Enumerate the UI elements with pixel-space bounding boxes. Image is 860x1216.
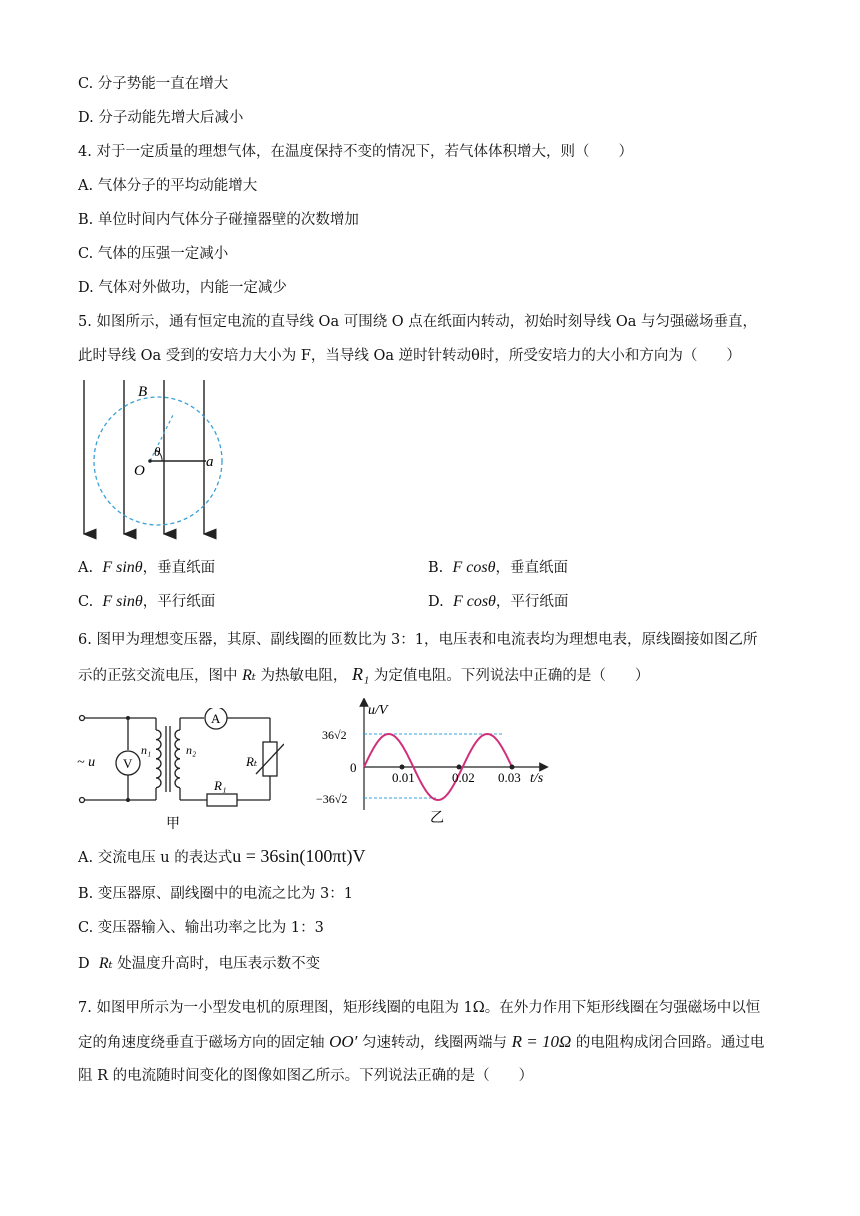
q6-circuit-caption: 甲 — [166, 817, 180, 832]
q5-fig-label-o: O — [134, 463, 145, 479]
q3-option-d: D. 分子动能先增大后减小 — [78, 110, 244, 126]
q6-ammeter-label: A — [211, 711, 221, 726]
q5-fig-label-theta: θ — [154, 444, 161, 459]
q5-fig-label-b: B — [138, 384, 148, 400]
q6-stem-line2: 示的正弦交流电压，图中 Rₜ 为热敏电阻， R₁ 为定值电阻。下列说法中正确的是（ ） — [78, 664, 650, 684]
q6-option-c: C. 变压器输入、输出功率之比为 1：3 — [78, 920, 324, 936]
q6-n1-label: n₁ — [141, 743, 152, 757]
q7-stem-line3: 阻 R 的电流随时间变化的图像如图乙所示。下列说法正确的是（ ） — [78, 1068, 534, 1084]
q6-tick-0-03 — [510, 765, 515, 770]
q5-fig-label-a: a — [206, 454, 214, 470]
q6-graph-caption: 乙 — [430, 811, 444, 826]
q6-source-label: ~ u — [77, 755, 96, 770]
q5-stem-line1: 5. 如图所示，通有恒定电流的直导线 Oa 可围绕 O 点在纸面内转动，初始时刻导线 Oa 与匀强磁场垂直， — [78, 314, 758, 330]
q6-graph-xlabel: t/s — [530, 771, 544, 786]
q4-option-d: D. 气体对外做功，内能一定减少 — [78, 280, 287, 296]
q7-stem-line1: 7. 如图甲所示为一小型发电机的原理图，矩形线圈的电阻为 1Ω。在外力作用下矩形线圈在匀强磁场中以恒 — [78, 1000, 761, 1016]
q6-graph-x2: 0.02 — [452, 770, 475, 785]
q5-option-c: C. F sinθ，平行纸面 — [78, 593, 216, 610]
q6-stem-line1: 6. 图甲为理想变压器，其原、副线圈的匝数比为 3：1，电压表和电流表均为理想电表，原线圈接如图乙所 — [78, 632, 758, 648]
q4-option-c: C. 气体的压强一定减小 — [78, 246, 229, 262]
q6-voltmeter-label: V — [123, 756, 133, 771]
q5-magnetic-field-figure — [70, 378, 230, 540]
q3-option-c: C. 分子势能一直在增大 — [78, 76, 229, 92]
q5-option-d: D. F cosθ，平行纸面 — [428, 593, 569, 610]
q6-graph-ymin: −36√2 — [316, 792, 348, 806]
q6-graph-zero: 0 — [350, 760, 357, 775]
q6-graph-x1: 0.01 — [392, 770, 415, 785]
q6-option-d: D Rₜ 处温度升高时，电压表示数不变 — [78, 955, 321, 972]
q6-graph-ymax: 36√2 — [322, 728, 347, 742]
q6-rt-label: Rₜ — [246, 754, 258, 769]
q6-graph-x3: 0.03 — [498, 770, 521, 785]
q6-transformer-circuit — [74, 708, 284, 832]
q6-voltage-graph — [312, 698, 560, 826]
q6-graph-ylabel: u/V — [368, 703, 388, 718]
q4-stem: 4. 对于一定质量的理想气体，在温度保持不变的情况下，若气体体积增大，则（ ） — [78, 144, 633, 160]
q6-option-a: A. 交流电压 u 的表达式u = 36sin(100πt)V — [78, 846, 366, 866]
q7-stem-line2: 定的角速度绕垂直于磁场方向的固定轴 OO′ 匀速转动，线圈两端与 R = 10Ω 的电阻构成闭合回路。通过电 — [78, 1032, 765, 1051]
q6-option-b: B. 变压器原、副线圈中的电流之比为 3：1 — [78, 886, 353, 902]
q5-stem-line2: 此时导线 Oa 受到的安培力大小为 F，当导线 Oa 逆时针转动θ时，所受安培力的大小和方向为（ ） — [78, 348, 741, 364]
q6-r1-label: R₁ — [214, 778, 227, 793]
q4-option-a: A. 气体分子的平均动能增大 — [78, 178, 258, 194]
q6-tick-0-02 — [457, 765, 462, 770]
q4-option-b: B. 单位时间内气体分子碰撞器壁的次数增加 — [78, 212, 359, 228]
q5-option-b: B. F cosθ，垂直纸面 — [428, 559, 568, 576]
q6-n2-label: n₂ — [186, 743, 197, 757]
q6-tick-0-01 — [400, 765, 405, 770]
q5-option-a: A. F sinθ，垂直纸面 — [78, 559, 216, 576]
